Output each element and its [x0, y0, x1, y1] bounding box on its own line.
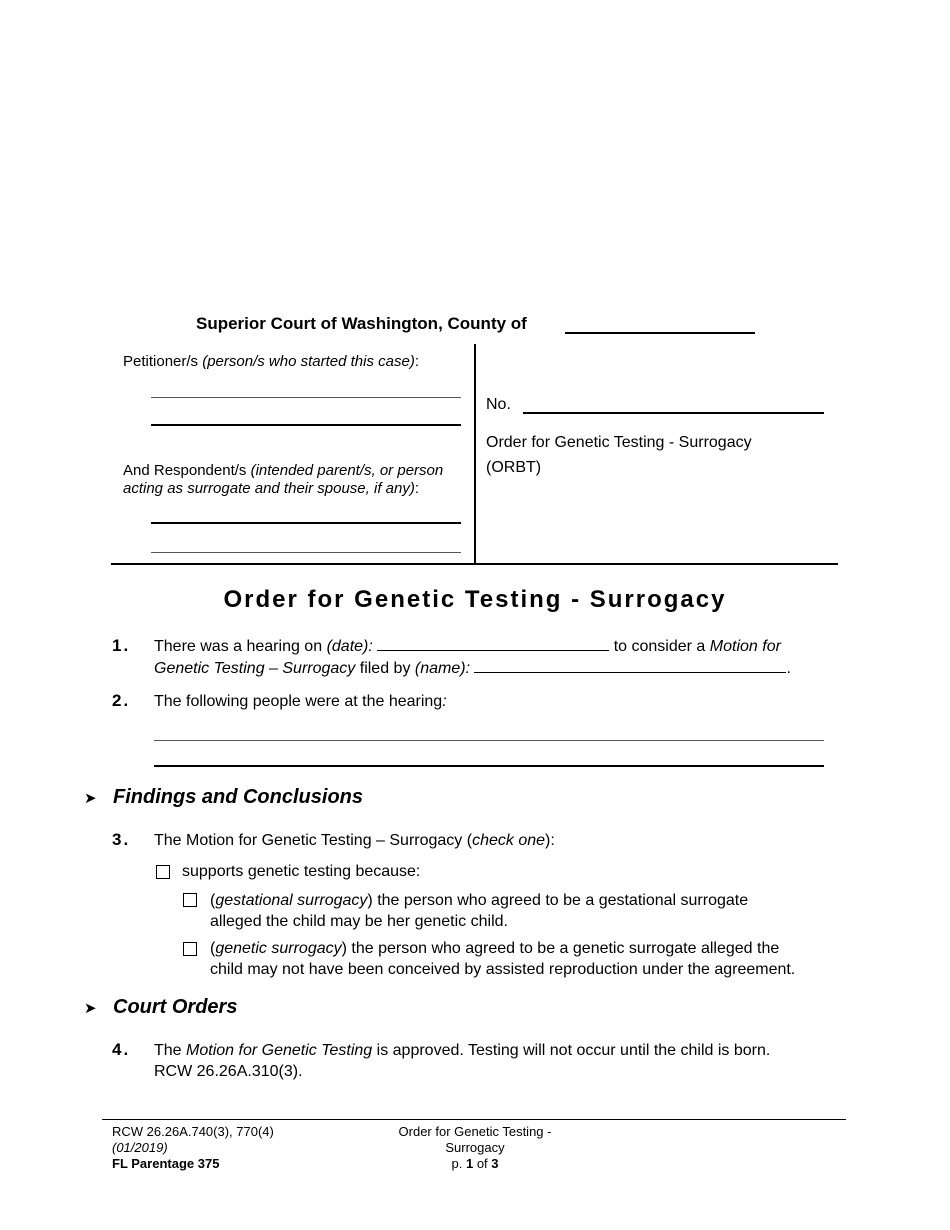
petitioner-line-2[interactable] — [151, 424, 461, 426]
footer-center: Order for Genetic Testing - Surrogacy p. 1 of 3 — [398, 1124, 552, 1171]
respondent-label: And Respondent/s (intended parent/s, or person acting as surrogate and their spouse, if any): — [123, 462, 444, 497]
county-field[interactable] — [565, 332, 755, 334]
genetic-surrogacy-checkbox[interactable] — [183, 942, 197, 956]
caption-divider — [474, 344, 476, 563]
item-1-line-2: Genetic Testing – Surrogacy filed by (name): . — [154, 660, 791, 677]
respondent-line-1[interactable] — [151, 522, 461, 524]
gestational-surrogacy-text: (gestational surrogacy) the person who agreed to be a gestational surrogate alleged the child may be her genetic child. — [210, 892, 749, 930]
filed-by-field[interactable] — [474, 658, 786, 673]
item-1-line-1: There was a hearing on (date): to consider a Motion for — [154, 638, 781, 655]
case-number-field[interactable] — [523, 412, 824, 414]
item-3-text: The Motion for Genetic Testing – Surrogacy (check one): — [154, 832, 555, 849]
court-heading: Superior Court of Washington, County of — [196, 314, 527, 333]
footer-left: RCW 26.26A.740(3), 770(4) (01/2019) FL Parentage 375 — [112, 1124, 274, 1171]
case-number-label: No. — [486, 396, 511, 413]
caption-doc-title: Order for Genetic Testing - Surrogacy (ORBT) — [486, 434, 752, 476]
findings-arrow-icon: ➤ — [84, 790, 97, 807]
findings-heading: Findings and Conclusions — [113, 786, 363, 808]
petitioner-line-1[interactable] — [151, 397, 461, 398]
item-2-number: 2. — [112, 691, 131, 710]
genetic-surrogacy-text: (genetic surrogacy) the person who agreed to be a genetic surrogate alleged the child may not have been conceived by assisted reproduction under the agreement. — [210, 940, 796, 978]
supports-testing-checkbox[interactable] — [156, 865, 170, 879]
petitioner-label: Petitioner/s (person/s who started this case): — [123, 353, 419, 370]
orders-arrow-icon: ➤ — [84, 1000, 97, 1017]
page-title: Order for Genetic Testing - Surrogacy — [223, 586, 727, 613]
supports-testing-label: supports genetic testing because: — [182, 863, 421, 880]
caption-bottom-rule — [111, 563, 838, 565]
item-3-number: 3. — [112, 830, 131, 849]
orders-heading: Court Orders — [113, 996, 238, 1018]
hearing-date-field[interactable] — [377, 636, 609, 651]
gestational-surrogacy-checkbox[interactable] — [183, 893, 197, 907]
attendees-line-1[interactable] — [154, 740, 824, 741]
attendees-line-2[interactable] — [154, 765, 824, 767]
item-1-number: 1. — [112, 636, 131, 655]
item-4-text: The Motion for Genetic Testing is approved. Testing will not occur until the child is born. RCW 26.26A.310(3). — [154, 1042, 771, 1080]
respondent-line-2[interactable] — [151, 552, 461, 553]
footer-rule — [102, 1119, 846, 1120]
item-2-text: The following people were at the hearing: — [154, 693, 447, 710]
item-4-number: 4. — [112, 1040, 131, 1059]
